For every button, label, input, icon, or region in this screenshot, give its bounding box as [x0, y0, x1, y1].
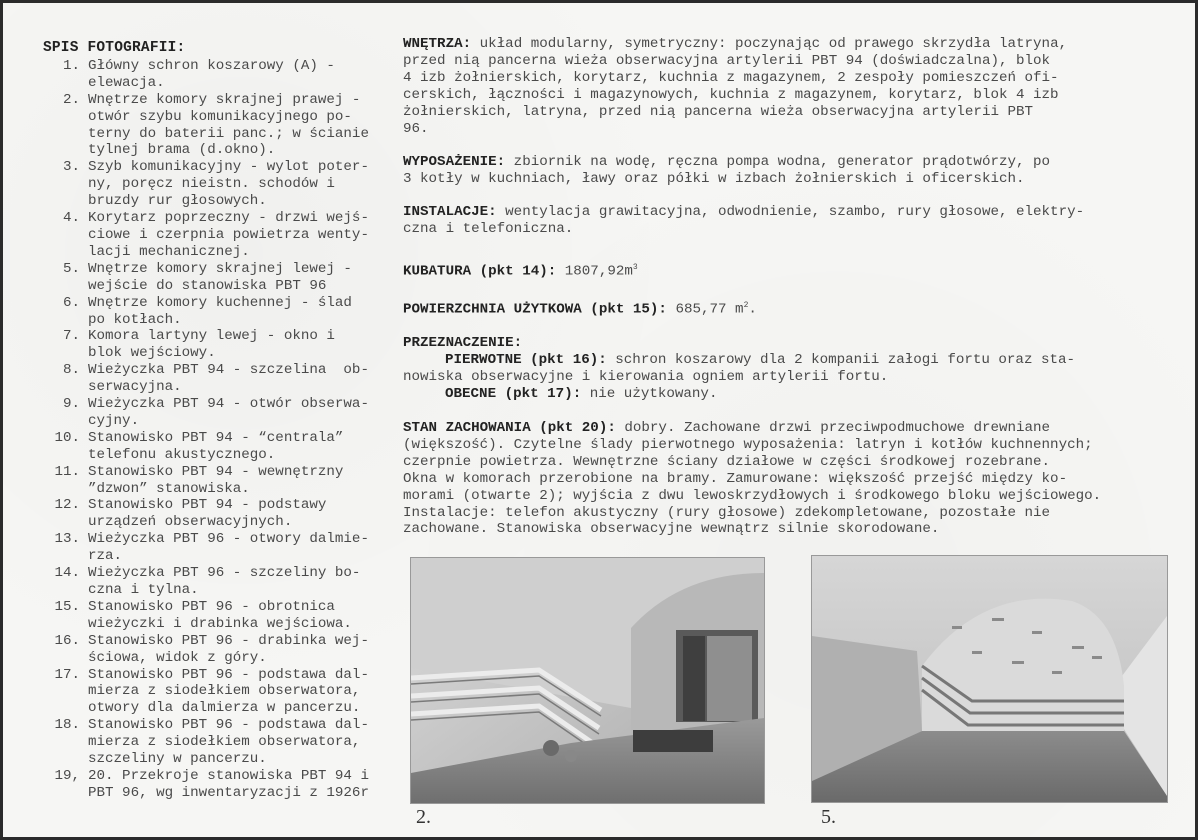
- item-text: Wieżyczka PBT 96 - szczeliny bo- czna i tylna.: [88, 565, 361, 598]
- photo-list-item: [43, 159, 393, 210]
- item-number: 17.: [54, 666, 80, 683]
- item-text: Wnętrze komory kuchennej - ślad po kotłach.: [88, 294, 352, 328]
- powierzchnia-value: 685,77 m: [666, 301, 744, 318]
- item-text: Komora lartyny lewej - okno i blok wejściowy.: [88, 328, 335, 362]
- item-text: Stanowisko PBT 96 - drabinka wej- ściowa, widok z góry.: [88, 632, 369, 666]
- chamber-photo-image: [411, 558, 764, 803]
- section-przeznaczenie: PRZEZNACZENIE: PIERWOTNE (pkt 16): schron koszarowy dla 2 kompanii załogi fortu oraz sta- nowiska obserwacyjne i kierowania ogniem artylerii fortu. OBECNE (pkt 17): nie użytkowany.: [403, 335, 1173, 403]
- item-number: 2.: [62, 91, 80, 108]
- item-text: Główny schron koszarowy (A) - elewacja.: [88, 57, 335, 91]
- photo-list-column: [43, 40, 393, 802]
- item-text: Stanowisko PBT 94 - wewnętrzny ”dzwon” stanowiska.: [88, 463, 344, 497]
- description-column: [403, 36, 1173, 554]
- item-number: 3.: [62, 159, 80, 176]
- item-text: Szyb komunikacyjny - wylot poter- ny, poręcz nieistn. schodów i bruzdy rur głosowych.: [88, 159, 369, 210]
- photo-list-item: [43, 362, 393, 396]
- item-number: 11.: [54, 463, 80, 480]
- item-number: 1.: [62, 57, 80, 74]
- photo-list-item: [43, 768, 393, 802]
- section-label: WNĘTRZA:: [403, 36, 472, 52]
- item-text: Stanowisko PBT 96 - podstawa dal- mierza z siodełkiem obserwatora, otwory dla dalmierza w pancerzu.: [88, 666, 369, 717]
- item-number: 14.: [54, 565, 80, 582]
- section-powierzchnia: POWIERZCHNIA UŻYTKOWA (pkt 15): 685,77 $m^2$.: [403, 300, 757, 318]
- pierwotne-label: PIERWOTNE (pkt 16):: [445, 352, 607, 369]
- photo-list-item: [43, 430, 393, 464]
- photo-list-item: [43, 667, 393, 718]
- item-text: Stanowisko PBT 96 - podstawa dal- mierza z siodełkiem obserwatora, szczeliny w pancerzu.: [88, 717, 369, 768]
- photo-list-item: [43, 497, 393, 531]
- item-text: Korytarz poprzeczny - drzwi wejś- ciowe i czerpnia powietrza wenty- lacji mechanicznej.: [88, 210, 369, 260]
- photo-list-item: [43, 464, 393, 498]
- photo-list: [43, 58, 393, 802]
- obecne-label: OBECNE (pkt 17):: [445, 386, 582, 403]
- photo-2-caption: 2.: [416, 806, 431, 828]
- section-instalacje: INSTALACJE: wentylacja grawitacyjna, odwodnienie, szambo, rury głosowe, elektry- czna i telefoniczna.: [403, 204, 1085, 238]
- item-text: Stanowisko PBT 94 - podstawy urządzeń obserwacyjnych.: [88, 497, 327, 531]
- photo-5: [811, 555, 1168, 803]
- photo-list-item: [43, 717, 393, 768]
- photo-list-item: [43, 295, 393, 329]
- item-text: Wieżyczka PBT 96 - otwory dalmie- rza.: [88, 531, 369, 565]
- kubatura-value: 1807,92m: [556, 263, 633, 280]
- photo-2: [410, 557, 765, 804]
- section-label: WYPOSAŻENIE:: [403, 154, 506, 171]
- item-text: Wnętrze komory skrajnej prawej - otwór szybu komunikacyjnego po- terny do baterii panc.; w ścianie tylnej brama (d.okno).: [88, 91, 369, 159]
- item-number: 18.: [54, 717, 80, 734]
- item-text: Stanowisko PBT 96 - obrotnica wieżyczki i drabinka wejściowa.: [88, 598, 352, 632]
- item-number: 19,: [54, 767, 80, 784]
- item-text: 20. Przekroje stanowiska PBT 94 i PBT 96, wg inwentaryzacji z 1926r: [88, 767, 369, 801]
- item-number: 7.: [62, 328, 80, 345]
- item-text: Wnętrze komory skrajnej lewej - wejście do stanowiska PBT 96: [88, 260, 352, 294]
- item-number: 6.: [62, 294, 80, 311]
- photo-5-caption: 5.: [821, 806, 836, 828]
- photo-list-item: [43, 210, 393, 261]
- photo-list-item: [43, 396, 393, 430]
- item-number: 5.: [62, 260, 80, 277]
- section-kubatura: KUBATURA (pkt 14): $1807,92m^3$: [403, 263, 638, 280]
- chamber-photo-image: [812, 556, 1167, 802]
- item-number: 16.: [54, 632, 80, 649]
- photo-list-item: [43, 261, 393, 295]
- document-page: [3, 3, 1195, 837]
- item-text: Wieżyczka PBT 94 - szczelina ob- serwacyjna.: [88, 362, 369, 396]
- section-stan-zachowania: STAN ZACHOWANIA (pkt 20): dobry. Zachowane drzwi przeciwpodmuchowe drewniane (większość). Czytelne ślady pierwotnego wyposażenia: latryn i kotłów kuchnennych; czerpnie powietrza. Wewnętrzne ściany działowe w części środkowej rozebrane. Okna w komorach przerobione na bramy. Zamurowane: większość przejść między ko- morami (otwarte 2); wyjścia z dwu lewoskrzydłowych i środkowego bloku wejściowego. Instalacje: telefon akustyczny (rury głosowe) zdekompletowane, pozostałe nie zachowane. Stanowiska obserwacyjne wewnątrz silnie skorodowane.: [403, 419, 1102, 538]
- photo-list-item: [43, 633, 393, 667]
- section-wnetrza: WNĘTRZA: układ modularny, symetryczny: poczynając od prawego skrzydła latryna, przed nią pancerna wieża obserwacyjna artylerii PBT 94 (doświadczalna), blok 4 izb żołnierskich, korytarz, kuchnia z magazynem, 2 zespoły pomieszczeń ofi- cerskich, łączności i magazynowych, kuchnia z magazynem, korytarz, blok 4 izb żołnierskich, latryna, przed nią pancerna wieża obserwacyjna artylerii PBT 96.: [403, 36, 1068, 137]
- section-label: POWIERZCHNIA UŻYTKOWA (pkt 15):: [403, 301, 667, 318]
- photo-list-item: [43, 531, 393, 565]
- photo-list-item: [43, 58, 393, 92]
- item-number: 12.: [54, 497, 80, 514]
- item-number: 13.: [54, 531, 80, 548]
- item-number: 9.: [62, 396, 80, 413]
- photo-list-item: [43, 92, 393, 160]
- item-text: Stanowisko PBT 94 - “centrala” telefonu akustycznego.: [88, 429, 344, 463]
- section-label: INSTALACJE:: [403, 204, 497, 221]
- section-label: KUBATURA (pkt 14):: [403, 263, 557, 280]
- photo-list-item: [43, 328, 393, 362]
- section-label: PRZEZNACZENIE:: [403, 335, 523, 352]
- section-wyposazenie: WYPOSAŻENIE: zbiornik na wodę, ręczna pompa wodna, generator prądotwórzy, po 3 kotły w kuchniach, ławy oraz półki w izbach żołnierskich i oficerskich.: [403, 154, 1051, 188]
- photo-list-item: [43, 565, 393, 599]
- item-number: 4.: [62, 210, 80, 227]
- item-number: 8.: [62, 362, 80, 379]
- section-label: STAN ZACHOWANIA (pkt 20):: [403, 419, 616, 436]
- photo-list-title: SPIS FOTOGRAFII:: [43, 40, 186, 56]
- item-number: 10.: [54, 429, 80, 446]
- item-number: 15.: [54, 598, 80, 615]
- item-text: Wieżyczka PBT 94 - otwór obserwa- cyjny.: [88, 396, 369, 429]
- photo-list-item: [43, 599, 393, 633]
